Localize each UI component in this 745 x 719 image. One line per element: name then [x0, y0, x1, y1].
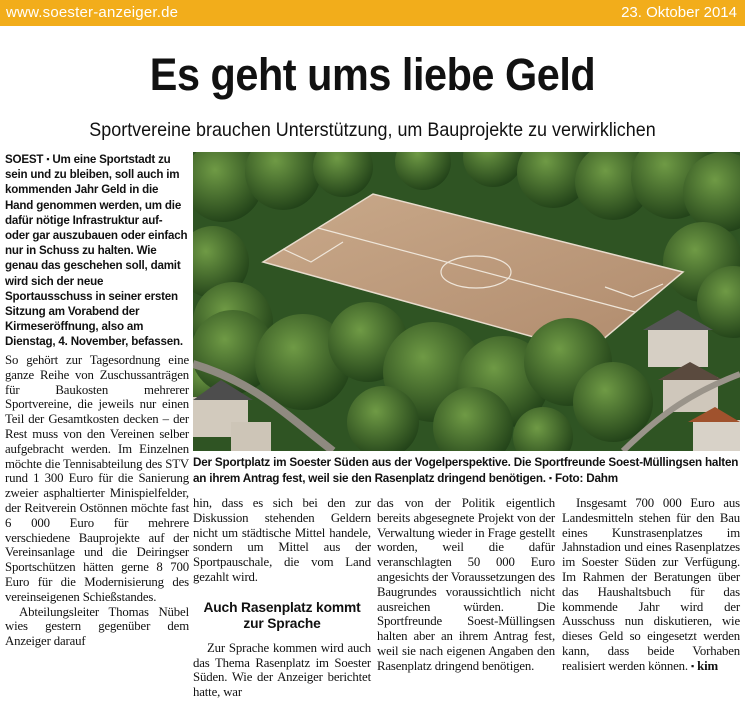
column-4: [562, 496, 740, 674]
column-1: [5, 353, 189, 649]
caption-text: Der Sportplatz im Soester Süden aus der Vogelperspektive. Die Sportfreunde Soest-Müllingsen halten an ihrem Antrag fest, weil sie den Rasenplatz dringend benötigen.: [193, 456, 739, 485]
site-url[interactable]: www.soester-anzeiger.de: [6, 4, 179, 21]
author-initials: kim: [697, 658, 719, 673]
headline: Es geht ums liebe Geld: [149, 49, 596, 100]
dateline-bullet: ▪: [46, 154, 50, 164]
column-2: [193, 496, 371, 700]
body-paragraph: Zur Sprache kommen wird auch das Thema Rasenplatz im Soester Süden. Wie der Anzeiger berichtet hatte, war: [193, 640, 371, 700]
dateline: SOEST: [5, 153, 44, 166]
top-bar: [0, 0, 745, 26]
body-paragraph: So gehört zur Tagesordnung eine ganze Reihe von Zuschussanträgen für Baukosten mehrerer Sportvereine, die jeweils nur einen Teil der Gesamtkosten decken – der Rest muss von den Vereinen selber aufgebracht werden. Im Einzelnen möchte die Tennisabteilung des STV rund 1 300 Euro für die Sanierung zweier asphaltierter Minispielfelder, der Reitverein Ostönnen möchte fast 6 000 Euro für mehrere verschiedene Bauprojekte auf der Vereinsanlage und die Deiringser Sportschützen hätten gerne 8 700 Euro für die Modernisierung des vereinseigenen Schießstandes.: [5, 353, 189, 604]
body-paragraph: hin, dass es sich bei den zur Diskussion stehenden Geldern nicht um städtische Mittel handele, sondern um Mittel aus der Sportpauschale, die vom Land gezahlt wird.: [193, 496, 371, 584]
issue-date: 23. Oktober 2014: [621, 4, 737, 21]
caption-bullet: ▪: [548, 472, 552, 483]
closing-text: Insgesamt 700 000 Euro aus Landesmitteln stehen für den Bau eines Kunstrasenplatzes im Jahnstadion und eines Rasenplatzes im Soester Süden zur Verfügung. Im Rahmen der Beratungen über das Haushaltsbuch für das kommende Jahr wird der Ausschuss nun diskutieren, wie dieses Geld so eingesetzt werden kann, dass beide Vorhaben realisiert werden können.: [562, 496, 740, 673]
photo-credit: Foto: Dahm: [554, 471, 618, 485]
aerial-photo: [193, 152, 740, 451]
body-paragraph: [562, 496, 740, 674]
lead-paragraph: [5, 152, 188, 350]
photo-caption: [193, 455, 742, 486]
column-3: [377, 496, 555, 674]
author-bullet: ▪: [691, 660, 695, 671]
section-subheading: Auch Rasenplatz kommt zur Sprache: [203, 599, 361, 631]
lead-text: Um eine Sportstadt zu sein und zu bleiben, soll auch im kommenden Jahr Geld in die Hand genommen werden, um die dafür nötige Infrastruktur auf- oder gar auszubauen oder einfach nur in Schuss zu halten. Wie genau das geschehen soll, damit wird sich der neue Sportausschuss in seiner ersten Sitzung am Vorabend der Kirmeseröffnung, also am Dienstag, 4. November, befassen.: [5, 153, 188, 349]
body-paragraph: Abteilungsleiter Thomas Nübel wies gestern gegenüber dem Anzeiger darauf: [5, 604, 189, 649]
subheadline: Sportvereine brauchen Unterstützung, um Bauprojekte zu verwirklichen: [89, 119, 656, 141]
body-paragraph: das von der Politik eigentlich bereits abgesegnete Projekt von der Verwaltung wieder in Frage gestellt worden, weil die dafür veranschlagten 50 000 Euro angesichts der Voraussetzungen des Baugrundes voraussichtlich nicht ausreichen würden. Die Sportfreunde Soest-Müllingsen halten aber an ihrem Antrag fest, weil sie nach eigenen Angaben den Rasenplatz dringend benötigen.: [377, 496, 555, 673]
